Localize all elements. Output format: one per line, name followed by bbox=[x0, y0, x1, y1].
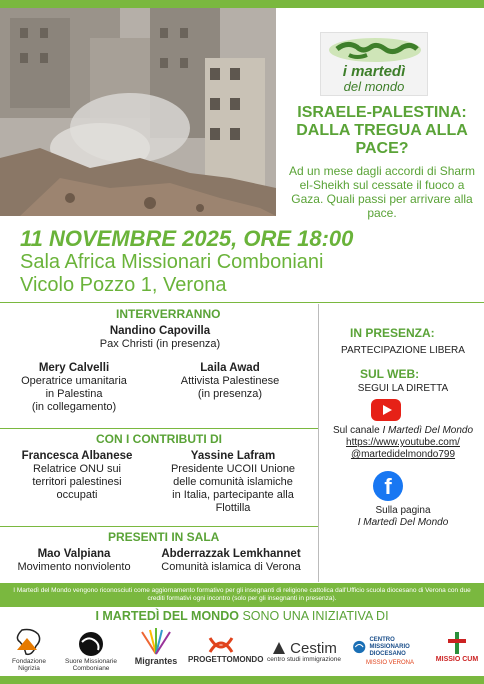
youtube-channel-name: I Martedì Del Mondo bbox=[382, 425, 474, 436]
top-accent-bar bbox=[0, 0, 484, 8]
venue-line: Vicolo Pozzo 1, Verona bbox=[20, 274, 227, 296]
interverranno-title: INTERVERRANNO bbox=[116, 307, 221, 321]
subhead: Ad un mese dagli accordi di Sharm el-Sheikh sul cessate il fuoco a Gaza. Quali passi per arrivare alla pace. bbox=[288, 164, 476, 220]
cmd-icon bbox=[352, 634, 366, 660]
speaker-role: Attivista Palestinese (in presenza) bbox=[180, 375, 280, 400]
partner-migrantes bbox=[128, 626, 184, 665]
partner-label: Fondazione Nigrizia bbox=[12, 658, 46, 672]
event-venue bbox=[20, 251, 323, 297]
partner-comboniane bbox=[58, 630, 124, 672]
sul-web-text: SEGUI LA DIRETTA bbox=[357, 383, 449, 394]
partner-label: Migrantes bbox=[134, 656, 178, 666]
speaker bbox=[4, 362, 144, 414]
logo-line1: i martedì bbox=[342, 63, 406, 80]
martedi-del-mondo-logo bbox=[320, 32, 428, 96]
youtube-channel bbox=[322, 425, 484, 437]
section-divider bbox=[0, 302, 484, 303]
event-photo bbox=[0, 8, 276, 216]
venue-line: Sala Africa Missionari Comboniani bbox=[20, 251, 324, 273]
speaker bbox=[80, 325, 240, 351]
headline: ISRAELE-PALESTINA: DALLA TREGUA ALLA PACE? bbox=[296, 104, 468, 157]
initiative-title-bold: I MARTEDÌ DEL MONDO bbox=[95, 609, 239, 623]
progettomondo-icon bbox=[206, 634, 236, 656]
contributi-title: CON I CONTRIBUTI DI bbox=[96, 432, 222, 446]
logo-line2: del mondo bbox=[343, 79, 405, 94]
partner-label: Cestim bbox=[290, 639, 337, 657]
presenti-title: PRESENTI IN SALA bbox=[108, 530, 220, 544]
in-presenza-title: IN PRESENZA: bbox=[350, 326, 435, 340]
youtube-handle-link[interactable]: @martedidelmondo799 bbox=[350, 449, 456, 460]
speaker-role: Pax Christi (in presenza) bbox=[99, 338, 221, 350]
speaker-name: Abderrazzak Lemkhannet bbox=[161, 548, 301, 560]
partner-label: MISSIO CUM bbox=[435, 656, 479, 663]
partner-cmd bbox=[352, 634, 428, 667]
partner-label: CENTRO MISSIONARIO DIOCESANO bbox=[369, 636, 410, 657]
event-date: 11 NOVEMBRE 2025, ORE 18:00 bbox=[20, 226, 354, 251]
cestim-icon bbox=[271, 640, 287, 656]
speaker-name: Francesca Albanese bbox=[21, 450, 133, 462]
facebook-line1: Sulla pagina bbox=[375, 505, 431, 516]
partner-nigrizia bbox=[4, 628, 54, 672]
section-divider bbox=[0, 526, 318, 527]
partner-sub: MISSIO VERONA bbox=[365, 660, 414, 666]
youtube-icon[interactable] bbox=[371, 399, 401, 421]
speaker bbox=[4, 450, 150, 502]
sul-web-title: SUL WEB: bbox=[360, 367, 420, 381]
facebook-icon[interactable]: f bbox=[373, 471, 403, 501]
speaker-name: Laila Awad bbox=[200, 362, 260, 374]
speaker-name: Mao Valpiana bbox=[37, 548, 111, 560]
speaker-role: Operatrice umanitaria in Palestina (in collegamento) bbox=[21, 375, 127, 413]
globe-icon bbox=[327, 37, 423, 63]
facebook-page-name: I Martedì Del Mondo bbox=[357, 517, 449, 528]
speaker bbox=[4, 548, 144, 574]
missio-icon bbox=[444, 630, 470, 656]
speaker-role: Relatrice ONU sui territori palestinesi occupati bbox=[32, 463, 122, 501]
globe-icon bbox=[74, 630, 108, 658]
speaker-role: Comunità islamica di Verona bbox=[161, 561, 301, 573]
speaker-name: Yassine Lafram bbox=[190, 450, 276, 462]
speaker bbox=[144, 548, 318, 574]
initiative-title-rest: SONO UNA INIZIATIVA DI bbox=[242, 609, 389, 623]
bottom-accent-bar bbox=[0, 676, 484, 684]
column-divider bbox=[318, 304, 319, 582]
partner-progettomondo bbox=[188, 634, 264, 664]
speaker bbox=[150, 450, 316, 515]
youtube-url-link[interactable]: https://www.youtube.com/ bbox=[346, 437, 460, 448]
partner-cestim bbox=[262, 640, 346, 663]
speaker-name: Nandino Capovilla bbox=[109, 325, 211, 337]
speaker-role: Presidente UCOII Unione delle comunità islamiche in Italia, partecipante alla Flottilla bbox=[170, 463, 296, 514]
initiative-title bbox=[0, 609, 484, 623]
speaker-role: Movimento nonviolento bbox=[17, 561, 131, 573]
africa-icon bbox=[12, 628, 46, 658]
speaker bbox=[150, 362, 310, 401]
youtube-channel-prefix: Sul canale bbox=[332, 425, 380, 436]
section-divider bbox=[0, 428, 318, 429]
info-band: I Martedì del Mondo vengono riconosciuti come aggiornamento formativo per gli insegnanti di religione cattolica dall'Ufficio scuola diocesano di Verona con due crediti formativi ogni incontro (solo per gli insegnanti in presenza). bbox=[0, 583, 484, 607]
speaker-name: Mery Calvelli bbox=[38, 362, 110, 374]
partner-label: PROGETTOMONDO bbox=[188, 655, 264, 664]
migrantes-icon bbox=[136, 626, 176, 658]
partner-missio bbox=[430, 630, 484, 663]
in-presenza-text: PARTECIPAZIONE LIBERA bbox=[341, 345, 465, 356]
partner-sub: centro studi immigrazione bbox=[266, 656, 342, 663]
partner-label: Suore Missionarie Comboniane bbox=[64, 658, 118, 672]
